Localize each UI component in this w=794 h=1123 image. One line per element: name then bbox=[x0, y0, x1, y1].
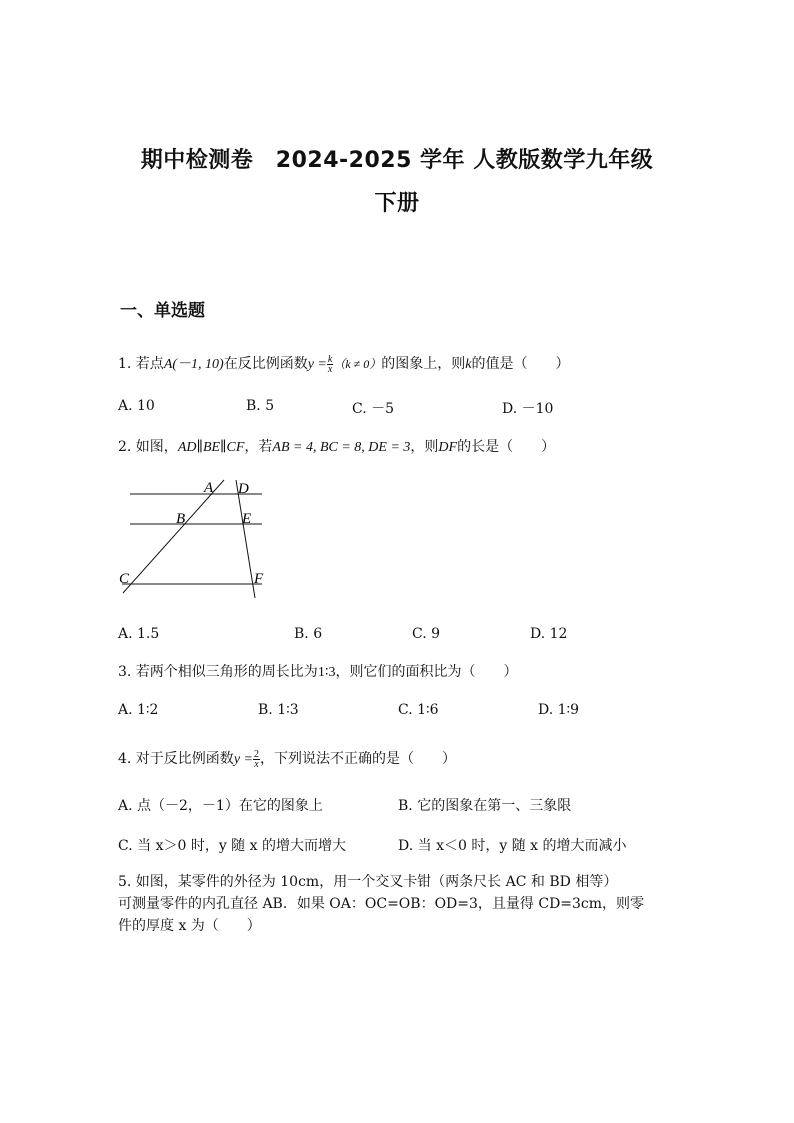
label-B: B bbox=[176, 511, 186, 527]
label-E: E bbox=[242, 511, 252, 527]
q3-option-a: A. 1∶2 bbox=[118, 702, 159, 718]
q4-option-d: D. 当 x＜0 时，y 随 x 的增大而减小 bbox=[398, 838, 627, 854]
label-C: C bbox=[119, 571, 130, 587]
q2-given: AB = 4, BC = 8, DE = 3 bbox=[272, 440, 411, 455]
label-A: A bbox=[204, 480, 214, 496]
q1-option-d: D. －10 bbox=[502, 401, 554, 417]
question-5 bbox=[118, 871, 678, 937]
q4-frac-num: 2 bbox=[253, 748, 259, 760]
q4-option-c: C. 当 x＞0 时，y 随 x 的增大而增大 bbox=[118, 838, 346, 854]
q2-post: 的长是（ ） bbox=[457, 439, 556, 455]
label-D: D bbox=[238, 481, 249, 497]
q4-frac-den: x bbox=[254, 758, 259, 770]
question-1 bbox=[118, 353, 678, 376]
q1-prefix: 1. 若点 bbox=[118, 356, 164, 372]
document-title-line2: 下册 bbox=[374, 191, 420, 216]
q3-post: ，则它们的面积比为（ ） bbox=[335, 664, 518, 680]
q4-option-a: A. 点（－2，－1）在它的图象上 bbox=[118, 798, 323, 814]
section-heading-single-choice: 一、单选题 bbox=[120, 301, 205, 321]
q2-option-d: D. 12 bbox=[530, 626, 568, 642]
q2-parallel: AD∥BE∥CF bbox=[177, 440, 245, 455]
q2-option-b: B. 6 bbox=[294, 626, 323, 642]
q2-mid2: ，则 bbox=[410, 439, 439, 455]
q5-line3: 件的厚度 x 为（ ） bbox=[118, 918, 261, 934]
q1-condition: （k ≠ 0） bbox=[333, 357, 382, 371]
question-2 bbox=[118, 436, 678, 459]
q1-post-a: 的图象上，则 bbox=[381, 356, 466, 372]
q2-var: DF bbox=[438, 440, 458, 455]
q3-option-d: D. 1∶9 bbox=[538, 702, 580, 718]
q2-prefix: 2. 如图， bbox=[118, 439, 178, 455]
q1-var: k bbox=[465, 357, 472, 372]
q2-mid: ，若 bbox=[244, 439, 273, 455]
q2-option-a: A. 1.5 bbox=[118, 626, 160, 642]
q1-option-b: B. 5 bbox=[246, 398, 275, 414]
question-3 bbox=[118, 661, 678, 684]
q1-frac-den: x bbox=[327, 363, 333, 375]
q5-line1: 5. 如图，某零件的外径为 10cm，用一个交叉卡钳（两条尺长 AC 和 BD 相等） bbox=[118, 874, 618, 890]
q1-option-a: A. 10 bbox=[118, 398, 155, 414]
q4-fraction bbox=[253, 750, 260, 769]
q1-option-c: C. －5 bbox=[352, 401, 395, 417]
transversal-AC bbox=[123, 480, 224, 593]
q4-post: ，下列说法不正确的是（ ） bbox=[259, 751, 456, 767]
question-4 bbox=[118, 748, 678, 771]
label-F: F bbox=[254, 571, 264, 587]
q1-frac-num: k bbox=[327, 353, 333, 365]
q2-option-c: C. 9 bbox=[412, 626, 441, 642]
q1-post-b: 的值是（ ） bbox=[471, 356, 570, 372]
q1-mid: 在反比例函数 bbox=[223, 356, 308, 372]
q2-figure bbox=[116, 476, 276, 602]
q3-option-c: C. 1∶6 bbox=[398, 702, 439, 718]
q3-prefix: 3. 若两个相似三角形的周长比为 bbox=[118, 664, 318, 680]
q4-option-b: B. 它的图象在第一、三象限 bbox=[398, 798, 572, 814]
q3-ratio: 1∶3 bbox=[317, 665, 336, 680]
q4-func-lhs: y = bbox=[233, 752, 253, 767]
transversal-DF bbox=[236, 480, 255, 598]
document-title-line1: 期中检测卷 2024-2025 学年 人教版数学九年级 bbox=[140, 148, 654, 173]
q1-point: A(－1, 10) bbox=[163, 357, 224, 372]
q3-option-b: B. 1∶3 bbox=[258, 702, 299, 718]
q4-prefix: 4. 对于反比例函数 bbox=[118, 751, 234, 767]
q1-func-lhs: y = bbox=[307, 357, 327, 372]
q5-line2: 可测量零件的内孔直径 AB．如果 OA：OC=OB：OD=3，且量得 CD=3cm，则零 bbox=[118, 896, 645, 912]
